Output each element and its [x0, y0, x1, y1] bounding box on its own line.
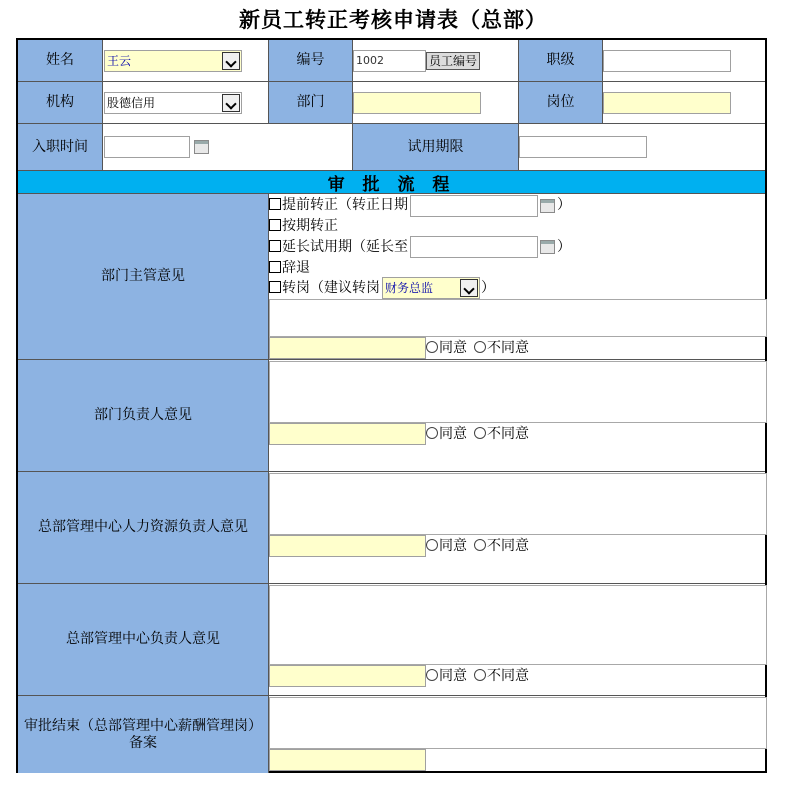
- option-early-confirm[interactable]: [269, 196, 408, 214]
- hr-head-disagree-option[interactable]: [474, 537, 529, 555]
- probation-input[interactable]: [519, 136, 647, 158]
- agree-label: 同意: [439, 340, 467, 356]
- checkbox[interactable]: [269, 240, 281, 252]
- center-head-comment-textarea[interactable]: [269, 585, 767, 665]
- calendar-icon[interactable]: [540, 240, 555, 254]
- number-label: 编号: [269, 40, 353, 82]
- dept-head-opinion-label: 部门负责人意见: [18, 360, 269, 472]
- form-table: [16, 38, 767, 773]
- post-input[interactable]: [603, 92, 731, 114]
- archive-label: 审批结束（总部管理中心薪酬管理岗）备案: [18, 696, 269, 773]
- radio[interactable]: [426, 669, 438, 681]
- checkbox[interactable]: [269, 198, 281, 210]
- radio[interactable]: [426, 427, 438, 439]
- center-head-signature-input[interactable]: [269, 665, 426, 687]
- chevron-down-icon[interactable]: [222, 94, 240, 112]
- supervisor-signature-input[interactable]: [269, 337, 426, 359]
- radio[interactable]: [426, 539, 438, 551]
- option-ontime-confirm[interactable]: [269, 217, 338, 235]
- disagree-label: 不同意: [487, 668, 529, 684]
- center-head-opinion-label: 总部管理中心负责人意见: [18, 584, 269, 696]
- name-label: 姓名: [18, 40, 103, 82]
- number-input[interactable]: 1002: [353, 50, 426, 72]
- dept-head-disagree-option[interactable]: [474, 425, 529, 443]
- employee-number-button[interactable]: 员工编号: [426, 52, 480, 70]
- close-paren: ）: [481, 280, 495, 296]
- checkbox[interactable]: [269, 261, 281, 273]
- probation-label: 试用期限: [353, 124, 519, 171]
- transfer-post-select[interactable]: [382, 277, 480, 299]
- form-title: 新员工转正考核申请表（总部）: [239, 7, 547, 32]
- agree-label: 同意: [439, 426, 467, 442]
- hr-head-agree-option[interactable]: [426, 537, 467, 555]
- dept-label: 部门: [269, 82, 353, 124]
- entry-date-label: 入职时间: [18, 124, 103, 171]
- option-dismiss[interactable]: [269, 259, 310, 277]
- radio[interactable]: [426, 341, 438, 353]
- name-select-value: 王云: [107, 54, 132, 68]
- archive-comment-textarea[interactable]: [269, 697, 767, 749]
- confirm-date-input[interactable]: [410, 195, 538, 217]
- ontime-confirm-label: 按期转正: [282, 218, 338, 234]
- checkbox[interactable]: [269, 219, 281, 231]
- dismiss-label: 辞退: [282, 260, 310, 276]
- chevron-down-icon[interactable]: [222, 52, 240, 70]
- supervisor-agree-option[interactable]: [426, 339, 467, 357]
- supervisor-disagree-option[interactable]: [474, 339, 529, 357]
- disagree-label: 不同意: [487, 426, 529, 442]
- calendar-icon[interactable]: [540, 199, 555, 213]
- approval-section-header: 审 批 流 程: [18, 171, 765, 194]
- post-label: 岗位: [519, 82, 603, 124]
- archive-signature-input[interactable]: [269, 749, 426, 771]
- radio[interactable]: [474, 539, 486, 551]
- transfer-post-value: 财务总监: [385, 281, 434, 295]
- rank-label: 职级: [519, 40, 603, 82]
- extend-probation-label: 延长试用期（延长至: [282, 239, 408, 255]
- center-head-agree-option[interactable]: [426, 667, 467, 685]
- org-select-value: 股德信用: [107, 96, 156, 110]
- dept-input[interactable]: [353, 92, 481, 114]
- transfer-label: 转岗（建议转岗: [282, 280, 380, 296]
- extend-until-input[interactable]: [410, 236, 538, 258]
- chevron-down-icon[interactable]: [460, 279, 478, 297]
- agree-label: 同意: [439, 538, 467, 554]
- rank-input[interactable]: [603, 50, 731, 72]
- disagree-label: 不同意: [487, 340, 529, 356]
- option-transfer[interactable]: [269, 279, 380, 297]
- dept-head-comment-textarea[interactable]: [269, 361, 767, 423]
- option-extend-probation[interactable]: [269, 238, 408, 256]
- org-select[interactable]: [104, 92, 242, 114]
- hr-head-opinion-label: 总部管理中心人力资源负责人意见: [18, 472, 269, 584]
- calendar-icon[interactable]: [194, 140, 209, 154]
- close-paren: ）: [557, 197, 571, 213]
- radio[interactable]: [474, 669, 486, 681]
- radio[interactable]: [474, 341, 486, 353]
- org-label: 机构: [18, 82, 103, 124]
- agree-label: 同意: [439, 668, 467, 684]
- early-confirm-label: 提前转正（转正日期: [282, 197, 408, 213]
- hr-head-comment-textarea[interactable]: [269, 473, 767, 535]
- supervisor-opinion-label: 部门主管意见: [18, 194, 269, 360]
- center-head-disagree-option[interactable]: [474, 667, 529, 685]
- disagree-label: 不同意: [487, 538, 529, 554]
- dept-head-signature-input[interactable]: [269, 423, 426, 445]
- close-paren: ）: [557, 239, 571, 255]
- hr-head-signature-input[interactable]: [269, 535, 426, 557]
- supervisor-comment-textarea[interactable]: [269, 299, 767, 337]
- dept-head-agree-option[interactable]: [426, 425, 467, 443]
- checkbox[interactable]: [269, 281, 281, 293]
- entry-date-input[interactable]: [104, 136, 190, 158]
- radio[interactable]: [474, 427, 486, 439]
- name-select[interactable]: [104, 50, 242, 72]
